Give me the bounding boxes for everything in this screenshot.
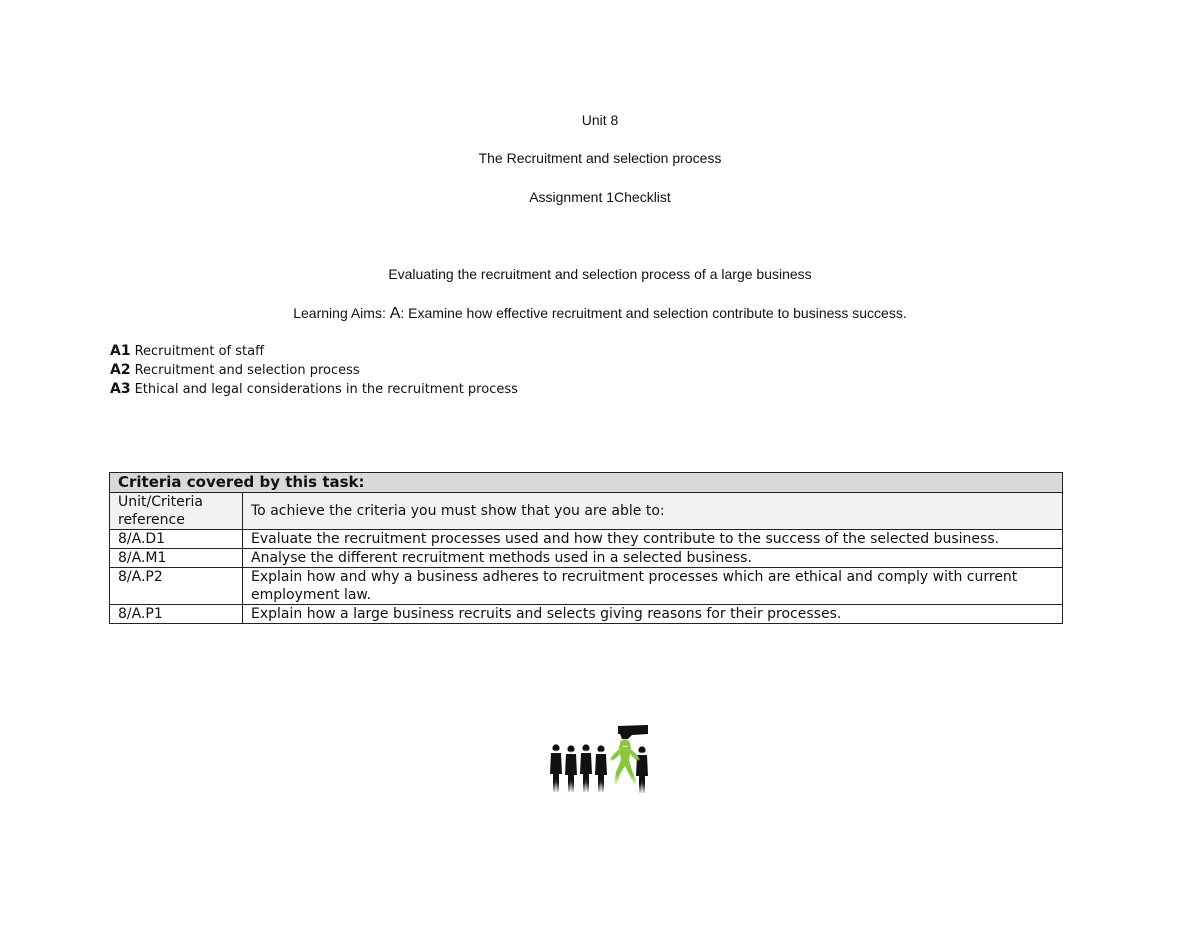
aim-item-a1 (110, 342, 518, 361)
unit-title: Unit 8 (581, 112, 619, 128)
table-row (110, 530, 1063, 549)
criteria-desc: Explain how a large business recruits and selects giving reasons for their processes. (243, 605, 1063, 624)
aim-item-a3 (110, 380, 518, 399)
criteria-desc: Analyse the different recruitment methods used in a selected business. (243, 549, 1063, 568)
column-header-ref: Unit/Criteria reference (110, 493, 243, 530)
column-header-desc: To achieve the criteria you must show that you are able to: (243, 493, 1063, 530)
table-caption-row (110, 473, 1063, 493)
assignment-title: Assignment 1Checklist (529, 189, 671, 205)
aim-text: Recruitment and selection process (134, 363, 360, 378)
table-row (110, 549, 1063, 568)
learning-aims-label: Learning Aims: (293, 305, 390, 321)
aim-list (110, 342, 518, 399)
criteria-table (109, 472, 1063, 624)
table-row (110, 605, 1063, 624)
learning-aims-text: : Examine how effective recruitment and selection contribute to business success. (400, 305, 907, 321)
aim-code: A2 (110, 362, 131, 378)
learning-aims (0, 305, 1200, 322)
aim-code: A3 (110, 381, 131, 397)
criteria-ref: 8/A.P1 (110, 605, 243, 624)
table-header-row (110, 493, 1063, 530)
recruitment-figures-icon (548, 722, 652, 798)
criteria-ref: 8/A.M1 (110, 549, 243, 568)
criteria-desc: Evaluate the recruitment processes used and how they contribute to the success of the selected business. (243, 530, 1063, 549)
table-row (110, 568, 1063, 605)
aim-text: Recruitment of staff (134, 344, 265, 359)
criteria-ref: 8/A.P2 (110, 568, 243, 605)
aim-code: A1 (110, 343, 131, 359)
aim-text: Ethical and legal considerations in the recruitment process (134, 382, 518, 397)
criteria-ref: 8/A.D1 (110, 530, 243, 549)
criteria-desc: Explain how and why a business adheres to recruitment processes which are ethical and comply with current employment law. (243, 568, 1063, 605)
aim-item-a2 (110, 361, 518, 380)
document-subtitle: The Recruitment and selection process (478, 150, 722, 166)
learning-aims-letter: A (389, 305, 401, 322)
task-heading: Evaluating the recruitment and selection process of a large business (388, 266, 812, 282)
table-caption: Criteria covered by this task: (110, 473, 1063, 493)
